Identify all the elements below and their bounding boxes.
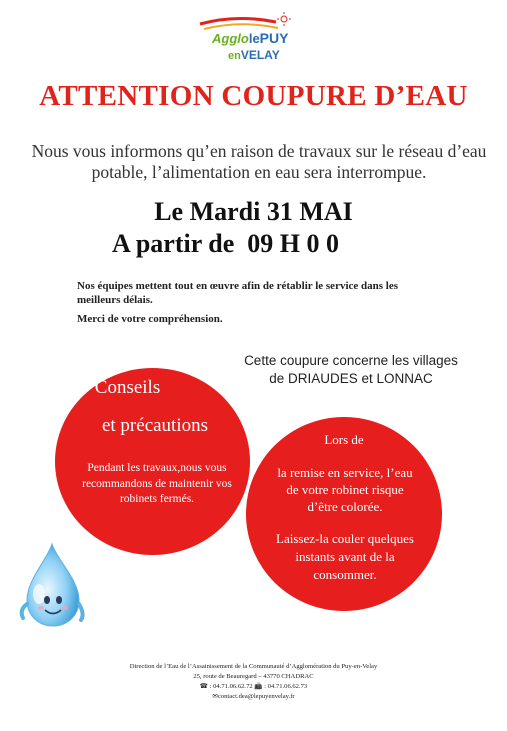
footer-contact <box>0 662 507 702</box>
villages-line-2: de DRIAUDES et LONNAC <box>269 371 433 386</box>
villages-line-1: Cette coupure concerne les villages <box>244 353 458 368</box>
advice-heading-2: et précautions <box>101 415 209 436</box>
restore-paragraph-1: la remise en service, l’eau de votre robinet risque d’être colorée. <box>277 465 413 514</box>
footer-email[interactable]: ✉contact.dea@lepuyenvelay.fr <box>212 693 295 700</box>
footer-direction: Direction de l’Eau de l’Assainissement de la Communauté d’Agglomération du Puy-en-Velay <box>129 663 378 670</box>
team-note: Nos équipes mettent tout en œuvre afin de rétablir le service dans les meilleurs délais. <box>77 280 399 306</box>
sun-icon <box>277 12 291 26</box>
date-line: Le Mardi 31 MAI <box>154 197 353 226</box>
villages-notice <box>216 352 486 388</box>
restore-heading: Lors de <box>324 432 364 447</box>
logo-word-puy: PUY <box>259 30 289 46</box>
logo-word-en: en <box>228 50 241 62</box>
logo-word-velay: VELAY <box>240 48 280 62</box>
restore-paragraph-2: Laissez-la couler quelques instants avant de la consommer. <box>276 531 414 582</box>
advice-body: Pendant les travaux,nous vous recommandons de maintenir vos robinets fermés. <box>82 462 232 505</box>
time-line: A partir de 09 H 0 0 <box>112 229 340 258</box>
page-title: ATTENTION COUPURE D’EAU <box>39 80 468 112</box>
water-drop-mascot-icon <box>17 538 87 633</box>
advice-heading-1: Conseils <box>94 377 161 398</box>
footer-phone-fax: ☎ : 04.71.06.62.72 📠 : 04.71.06.62.73 <box>199 683 308 690</box>
agglo-logo <box>196 10 296 68</box>
logo-word-agglo: Agglo <box>212 31 249 46</box>
footer-address: 25, route de Beauregard – 43770 CHADRAC <box>193 673 314 680</box>
intro-text: Nous vous informons qu’en raison de travaux sur le réseau d’eau potable, l’alimentation en eau sera interrompue. <box>31 141 487 182</box>
logo-word-le: le <box>248 31 260 46</box>
thanks-note: Merci de votre compréhension. <box>77 313 223 325</box>
